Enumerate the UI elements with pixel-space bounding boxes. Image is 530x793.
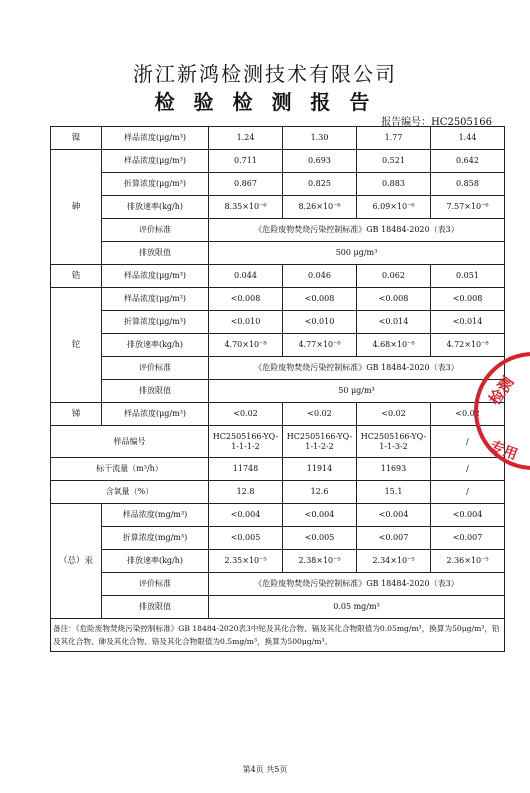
cell: 0.062 [357,265,431,288]
cell: <0.014 [431,311,505,334]
cell: 4.77×10⁻⁸ [283,334,357,357]
table-row [51,288,505,311]
row-label: 排放速率(kg/h) [102,196,209,219]
results-table [50,126,505,652]
standard-cell: 《危险废物焚烧污染控制标准》GB 18484-2020（表3） [209,219,505,242]
cell: 8.35×10⁻⁶ [209,196,283,219]
cell: 11748 [209,458,283,481]
table-row [51,403,505,426]
page-number: 第4页 共5页 [242,765,288,774]
cell: <0.007 [357,527,431,550]
row-label: 样品浓度(μg/m³) [102,127,209,150]
cell: 11914 [283,458,357,481]
report-number-label: 报告编号： [381,117,432,128]
row-label: 排放限值 [102,380,209,403]
cell: <0.008 [209,288,283,311]
cell: 11693 [357,458,431,481]
cell: 0.044 [209,265,283,288]
standard-cell: 《危险废物焚烧污染控制标准》GB 18484-2020（表3） [209,573,505,596]
table-row [51,265,505,288]
row-label: 样品浓度(μg/m³) [102,265,209,288]
cell: <0.008 [283,288,357,311]
stamp-text-top: 检测 [485,373,518,409]
cell: <0.02 [431,403,505,426]
cell: 12.8 [209,481,283,504]
row-label: 评价标准 [102,357,209,380]
row-label: 标干流量（m³/h） [51,458,209,481]
table-row [51,380,505,403]
cell: HC2505166-YQ-1-1-2-2 [283,426,357,458]
standard-cell: 《危险废物焚烧污染控制标准》GB 18484-2020（表3） [209,357,505,380]
table-row [51,527,505,550]
cell: 6.09×10⁻⁶ [357,196,431,219]
cell: 0.825 [283,173,357,196]
row-label: 排放速率(kg/h) [102,334,209,357]
cell: 1.30 [283,127,357,150]
cell: <0.005 [283,527,357,550]
cell: 0.693 [283,150,357,173]
cell: 2.34×10⁻⁵ [357,550,431,573]
table-row [51,619,505,652]
cell: 4.68×10⁻⁸ [357,334,431,357]
table-row [51,196,505,219]
cell: 2.36×10⁻⁵ [431,550,505,573]
cell: 0.858 [431,173,505,196]
cell: 1.24 [209,127,283,150]
cell: 0.867 [209,173,283,196]
cell: <0.02 [209,403,283,426]
cell: <0.004 [209,504,283,527]
element-sb: 锑 [51,403,102,426]
cell: / [431,458,505,481]
cell: <0.010 [209,311,283,334]
row-label: 评价标准 [102,573,209,596]
report-number-value: HC2505166 [431,117,492,128]
row-label: 折算浓度(mg/m³) [102,527,209,550]
row-label: 折算浓度(μg/m³) [102,311,209,334]
cell: / [431,481,505,504]
cell: <0.02 [283,403,357,426]
limit-cell: 50 μg/m³ [209,380,505,403]
stamp-text-mid: 专用 [487,438,520,464]
row-label: 样品浓度(μg/m³) [102,403,209,426]
row-label: 折算浓度(μg/m³) [102,173,209,196]
cell: <0.005 [209,527,283,550]
cell: 0.883 [357,173,431,196]
cell: 0.051 [431,265,505,288]
cell: 0.046 [283,265,357,288]
row-label: 排放限值 [102,242,209,265]
cell: <0.004 [357,504,431,527]
cell: 0.521 [357,150,431,173]
limit-cell: 0.05 mg/m³ [209,596,505,619]
row-label: 样品浓度(μg/m³) [102,288,209,311]
cell: 8.26×10⁻⁶ [283,196,357,219]
cell: 15.1 [357,481,431,504]
table-row [51,150,505,173]
row-label: 样品浓度(mg/m³) [102,504,209,527]
cell: 7.57×10⁻⁶ [431,196,505,219]
cell: <0.008 [357,288,431,311]
cell: <0.008 [431,288,505,311]
table-row [51,426,505,458]
row-label: 样品编号 [51,426,209,458]
cell: <0.010 [283,311,357,334]
table-row [51,596,505,619]
row-label: 排放速率(kg/h) [102,550,209,573]
cell: 1.44 [431,127,505,150]
row-label: 含氧量（%） [51,481,209,504]
table-row [51,334,505,357]
cell: <0.007 [431,527,505,550]
cell: 1.77 [357,127,431,150]
row-label: 样品浓度(μg/m³) [102,150,209,173]
cell: / [431,426,505,458]
table-row [51,550,505,573]
table-row [51,242,505,265]
cell: HC2505166-YQ-1-1-3-2 [357,426,431,458]
table-row [51,504,505,527]
cell: <0.004 [431,504,505,527]
table-row [51,573,505,596]
limit-cell: 500 μg/m³ [209,242,505,265]
table-row [51,127,505,150]
cell: HC2505166-YQ-1-1-1-2 [209,426,283,458]
cell: 4.72×10⁻⁸ [431,334,505,357]
table-row [51,481,505,504]
row-label: 排放限值 [102,596,209,619]
table-row [51,357,505,380]
element-as: 砷 [51,150,102,265]
table-row [51,458,505,481]
cell: 12.6 [283,481,357,504]
cell: 2.38×10⁻⁵ [283,550,357,573]
cell: 2.35×10⁻⁵ [209,550,283,573]
element-hg: （总）汞 [51,504,102,619]
cell: 4.70×10⁻⁸ [209,334,283,357]
cell: 0.711 [209,150,283,173]
row-label: 评价标准 [102,219,209,242]
cell: <0.004 [283,504,357,527]
cell: <0.014 [357,311,431,334]
element-sn: 锆 [51,265,102,288]
report-title: 检 验 检 测 报 告 [154,90,376,114]
company-name: 浙江新鸿检测技术有限公司 [133,62,397,86]
cell: <0.02 [357,403,431,426]
element-pb: 铊 [51,288,102,403]
table-row [51,219,505,242]
element-ni: 镍 [51,127,102,150]
table-row [51,311,505,334]
table-row [51,173,505,196]
cell: 0.642 [431,150,505,173]
note: 备注：《危险废物焚烧污染控制标准》GB 18484-2020表3中铊及其化合物、镉及其化合物限值为0.05mg/m³，换算为50μg/m³，铅及其化合物、砷及其化合物、铬及其化合物限值为0.5mg/m³，换算为500μg/m³。 [51,619,505,652]
